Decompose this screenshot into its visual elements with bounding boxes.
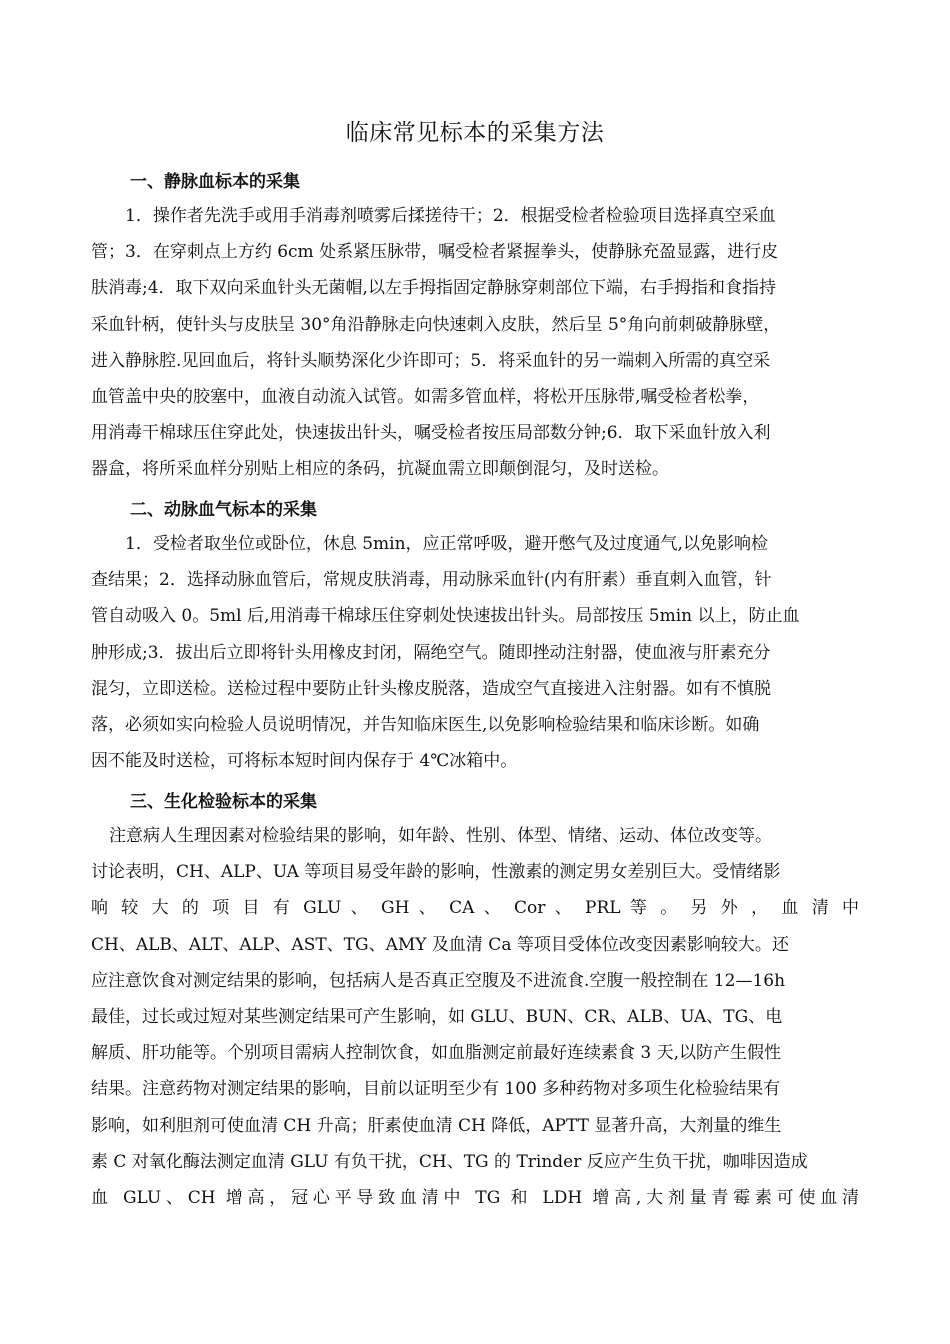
paragraph-line: 用消毒干棉球压住穿此处，快速拔出针头，嘱受检者按压局部数分钟;6．取下采血针放入利 (91, 423, 771, 444)
paragraph-line: 血管盖中央的胶塞中，血液自动流入试管。如需多管血样，将松开压脉带,嘱受检者松拳， (91, 386, 760, 407)
paragraph-line: 解质、肝功能等。个别项目需病人控制饮食，如血脂测定前最好连续素食 3 天,以防产生假性 (91, 1043, 782, 1064)
paragraph-line: 血 GLU、CH 增高，冠心平导致血清中 TG 和 LDH 增高,大剂量青霉素可使血清 (91, 1187, 859, 1208)
paragraph-line: 1．操作者先洗手或用手消毒剂喷雾后揉搓待干；2．根据受检者检验项目选择真空采血 (125, 206, 776, 226)
paragraph-line: 落，必须如实向检验人员说明情况，并告知临床医生,以免影响检验结果和临床诊断。如确 (91, 714, 760, 735)
paragraph-line: 素 C 对氧化酶法测定血清 GLU 有负干扰，CH、TG 的 Trinder 反应产生负干扰，咖啡因造成 (91, 1151, 808, 1172)
paragraph-line: 器盒，将所采血样分别贴上相应的条码，抗凝血需立即颠倒混匀，及时送检。 (91, 459, 669, 480)
section-heading-biochemistry: 三、生化检验标本的采集 (130, 792, 317, 812)
document-title: 临床常见标本的采集方法 (345, 120, 605, 146)
section-heading-arterial-blood-gas: 二、动脉血气标本的采集 (130, 500, 317, 520)
paragraph-line: CH、ALB、ALT、ALP、AST、TG、AMY 及血清 Ca 等项目受体位改变因素影响较大。还 (91, 934, 789, 955)
section-body-arterial-blood-gas (91, 526, 859, 779)
paragraph-line: 注意病人生理因素对检验结果的影响，如年龄、性别、体型、情绪、运动、体位改变等。 (109, 826, 772, 846)
section-body-venous-blood (91, 198, 859, 488)
paragraph-line: 影响，如利胆剂可使血清 CH 升高；肝素使血清 CH 降低，APTT 显著升高，大剂量的维生 (91, 1115, 782, 1136)
paragraph-line: 因不能及时送检，可将标本短时间内保存于 4℃冰箱中。 (91, 751, 518, 772)
paragraph-line: 结果。注意药物对测定结果的影响，目前以证明至少有 100 多种药物对多项生化检验结果有 (91, 1079, 781, 1100)
paragraph-line: 肤消毒;4．取下双向采血针头无菌帽,以左手拇指固定静脉穿刺部位下端，右手拇指和食指持 (91, 278, 776, 299)
section-body-biochemistry (91, 818, 859, 1216)
paragraph-line: 进入静脉腔.见回血后，将针头顺势深化少许即可；5．将采血针的另一端刺入所需的真空采 (91, 350, 771, 371)
paragraph-line: 讨论表明，CH、ALP、UA 等项目易受年龄的影响，性激素的测定男女差别巨大。受情绪影 (91, 862, 781, 883)
paragraph-line: 管自动吸入 0。5ml 后,用消毒干棉球压住穿刺处快速拔出针头。局部按压 5min 以上，防止血 (91, 606, 800, 627)
paragraph-line: 1．受检者取坐位或卧位，休息 5min，应正常呼吸，避开憋气及过度通气,以免影响检 (125, 534, 768, 554)
paragraph-line: 混匀，立即送检。送检过程中要防止针头橡皮脱落，造成空气直接进入注射器。如有不慎脱 (91, 678, 771, 699)
section-heading-venous-blood: 一、静脉血标本的采集 (130, 172, 300, 192)
paragraph-line: 查结果；2．选择动脉血管后，常规皮肤消毒，用动脉采血针(内有肝素）垂直刺入血管，针 (91, 570, 772, 591)
paragraph-line: 应注意饮食对测定结果的影响，包括病人是否真正空腹及不进流食.空腹一般控制在 12—16h (91, 970, 786, 991)
paragraph-line: 肿形成;3．拔出后立即将针头用橡皮封闭，隔绝空气。随即挫动注射器，使血液与肝素充分 (91, 642, 771, 663)
paragraph-line: 最佳，过长或过短对某些测定结果可产生影响，如 GLU、BUN、CR、ALB、UA、TG、电 (91, 1006, 783, 1027)
paragraph-line: 响 较 大 的 项 目 有 GLU 、 GH 、 CA 、 Cor 、 PRL 等 。 另 外 ， 血 清 中 (91, 898, 859, 919)
paragraph-line: 管；3．在穿刺点上方约 6cm 处系紧压脉带，嘱受检者紧握拳头，使静脉充盈显露，进行皮 (91, 242, 779, 263)
paragraph-line: 采血针柄，使针头与皮肤呈 30°角沿静脉走向快速刺入皮肤，然后呈 5°角向前刺破静脉壁， (91, 314, 781, 335)
